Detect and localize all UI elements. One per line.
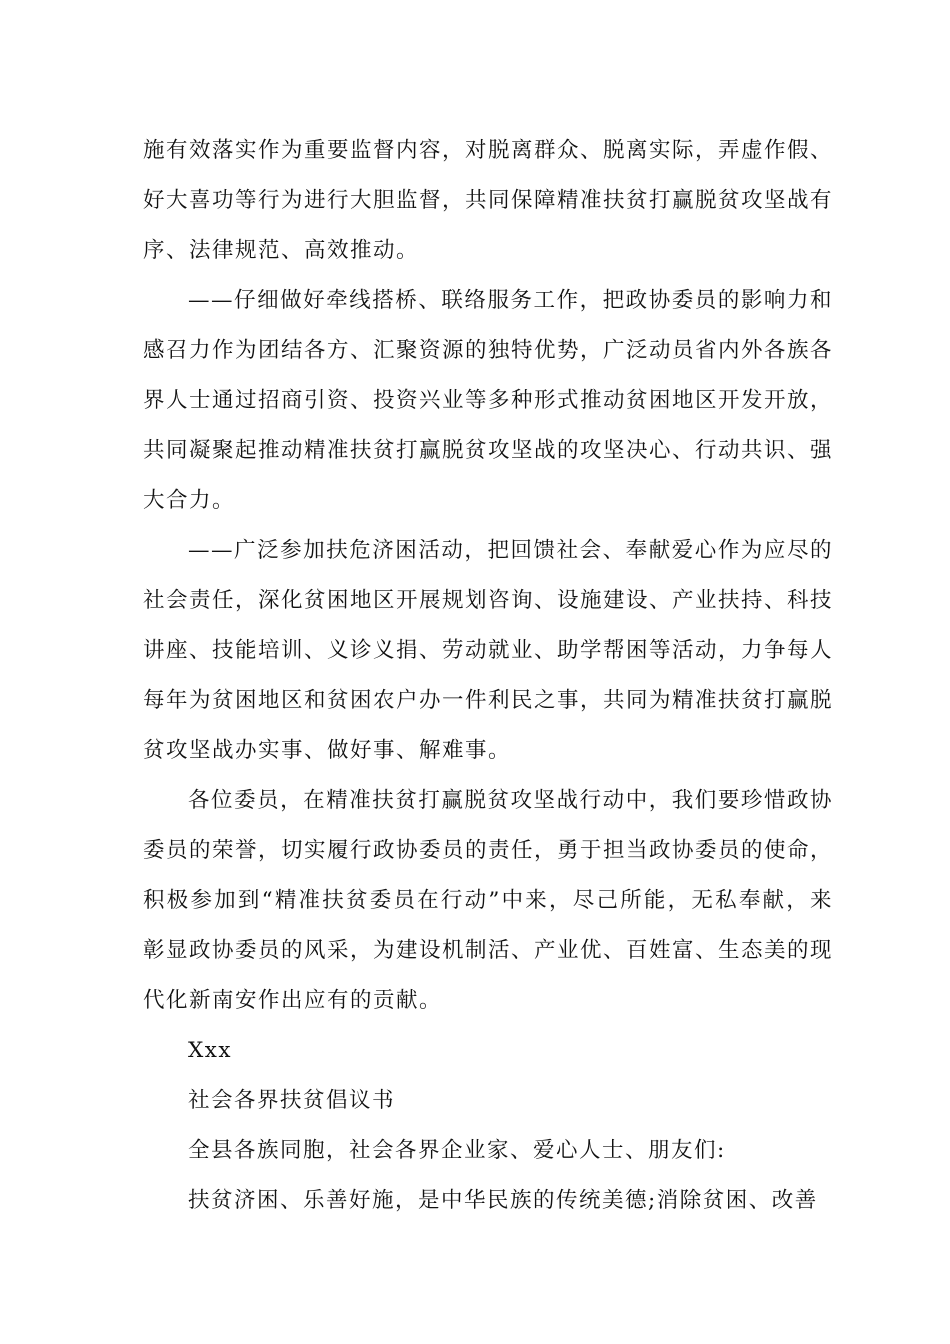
paragraph-bridge-building: ——仔细做好牵线搭桥、联络服务工作，把政协委员的影响力和感召力作为团结各方、汇聚资源的独特优势，广泛动员省内外各族各界人士通过招商引资、投资兴业等多种形式推动贫困地区开发开放，共同凝聚起推动精准扶贫打赢脱贫攻坚战的攻坚决心、行动共识、强大合力。 — [143, 288, 834, 513]
paragraph-poverty-relief-activities: ——广泛参加扶危济困活动，把回馈社会、奉献爱心作为应尽的社会责任，深化贫困地区开展规划咨询、设施建设、产业扶持、科技讲座、技能培训、义诊义捐、劳动就业、助学帮困等活动，力争每人每年为贫困地区和贫困农户办一件利民之事，共同为精准扶贫打赢脱贫攻坚战办实事、做好事、解难事。 — [143, 538, 834, 763]
section-title: 社会各界扶贫倡议书 — [188, 1088, 396, 1113]
paragraph-opening: 扶贫济困、乐善好施，是中华民族的传统美德;消除贫困、改善 — [188, 1188, 818, 1213]
document-body — [143, 126, 833, 1226]
paragraph-committee-members-appeal: 各位委员，在精准扶贫打赢脱贫攻坚战行动中，我们要珍惜政协委员的荣誉，切实履行政协委员的责任，勇于担当政协委员的使命，积极参加到“精准扶贫委员在行动”中来，尽己所能，无私奉献，来彰显政协委员的风采，为建设机制活、产业优、百姓富、生态美的现代化新南安作出应有的贡献。 — [143, 788, 834, 1013]
salutation: 全县各族同胞，社会各界企业家、爱心人士、朋友们: — [188, 1138, 726, 1163]
signature-line: Xxx — [188, 1038, 233, 1063]
paragraph-supervision: 施有效落实作为重要监督内容，对脱离群众、脱离实际，弄虚作假、好大喜功等行为进行大胆监督，共同保障精准扶贫打赢脱贫攻坚战有序、法律规范、高效推动。 — [143, 138, 834, 263]
